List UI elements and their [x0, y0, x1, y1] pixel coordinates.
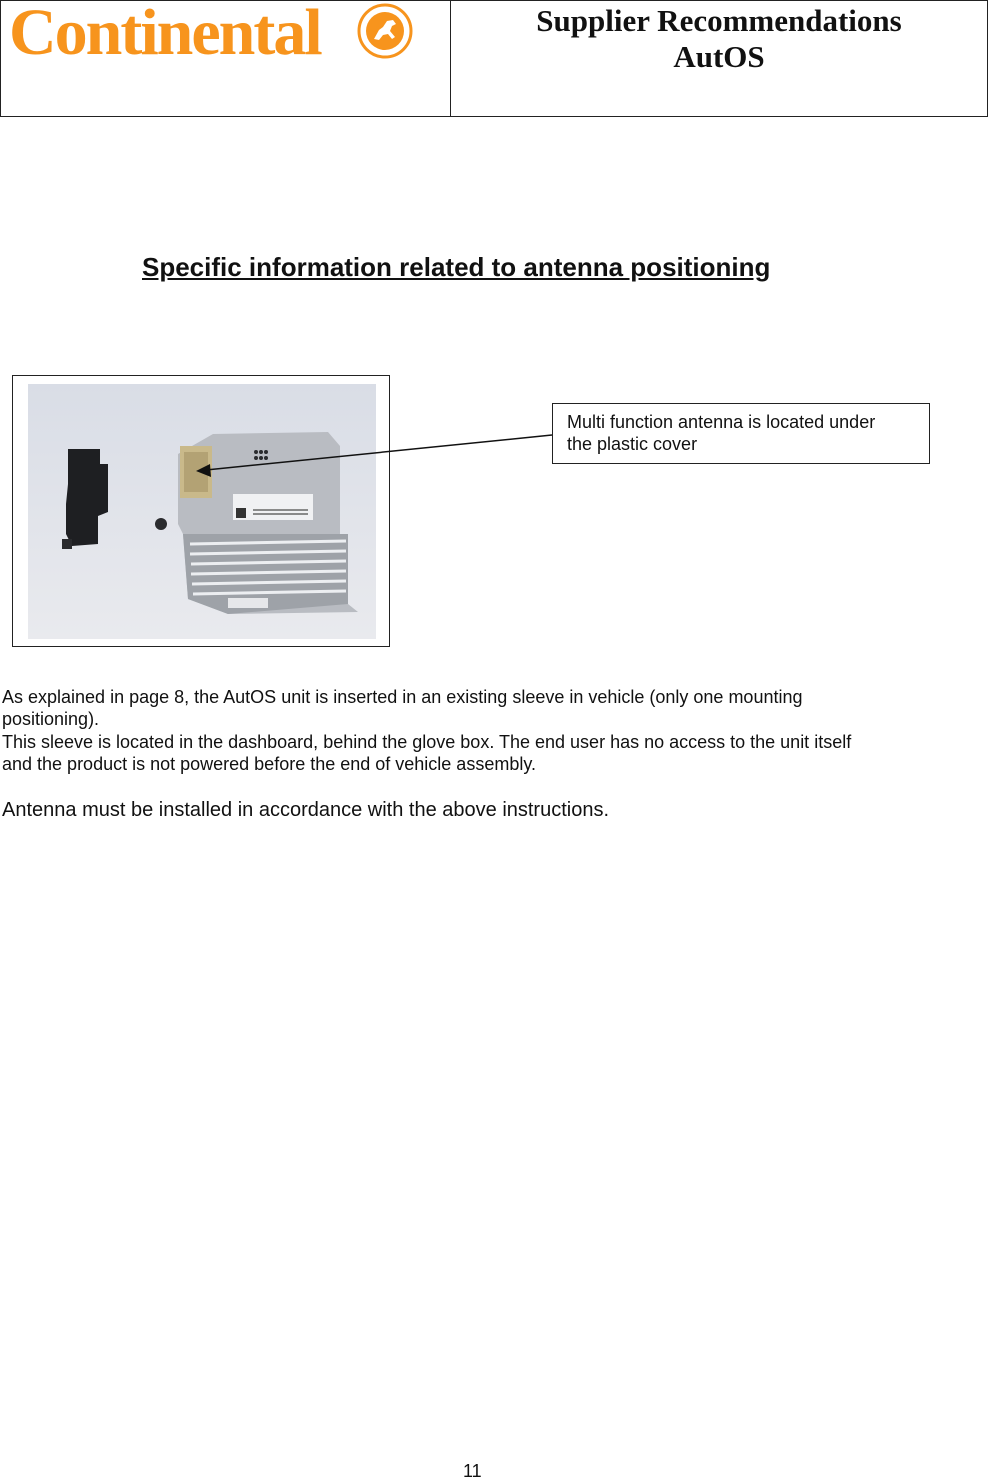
- document-title: [451, 1, 987, 116]
- paragraph-sleeve-location: [2, 731, 942, 776]
- callout-line-2: the plastic cover: [567, 434, 698, 454]
- logo-cell: [1, 1, 451, 116]
- paragraph-sleeve-insertion: [2, 686, 942, 731]
- callout-line-1: Multi function antenna is located under: [567, 412, 876, 432]
- title-line-2: AutOS: [673, 39, 765, 74]
- brand-logo: Continental: [9, 0, 321, 69]
- product-photo-frame: [12, 375, 390, 647]
- paragraph-line: This sleeve is located in the dashboard, behind the glove box. The end user has no access to the unit itself: [2, 732, 852, 752]
- horse-seal-icon: [357, 3, 413, 59]
- paragraph-line: and the product is not powered before the end of vehicle assembly.: [2, 754, 536, 775]
- paragraph-line: As explained in page 8, the AutOS unit is inserted in an existing sleeve in vehicle (only one mounting: [2, 687, 803, 707]
- page-number: 11: [463, 1461, 482, 1481]
- antenna-callout: [552, 403, 930, 464]
- autos-unit-photo: [28, 384, 376, 639]
- section-heading: Specific information related to antenna positioning: [142, 252, 771, 282]
- title-line-1: Supplier Recommendations: [536, 3, 902, 38]
- page-header: [0, 0, 988, 117]
- paragraph-installation-note: Antenna must be installed in accordance with the above instructions.: [2, 799, 610, 821]
- paragraph-line: positioning).: [2, 709, 100, 730]
